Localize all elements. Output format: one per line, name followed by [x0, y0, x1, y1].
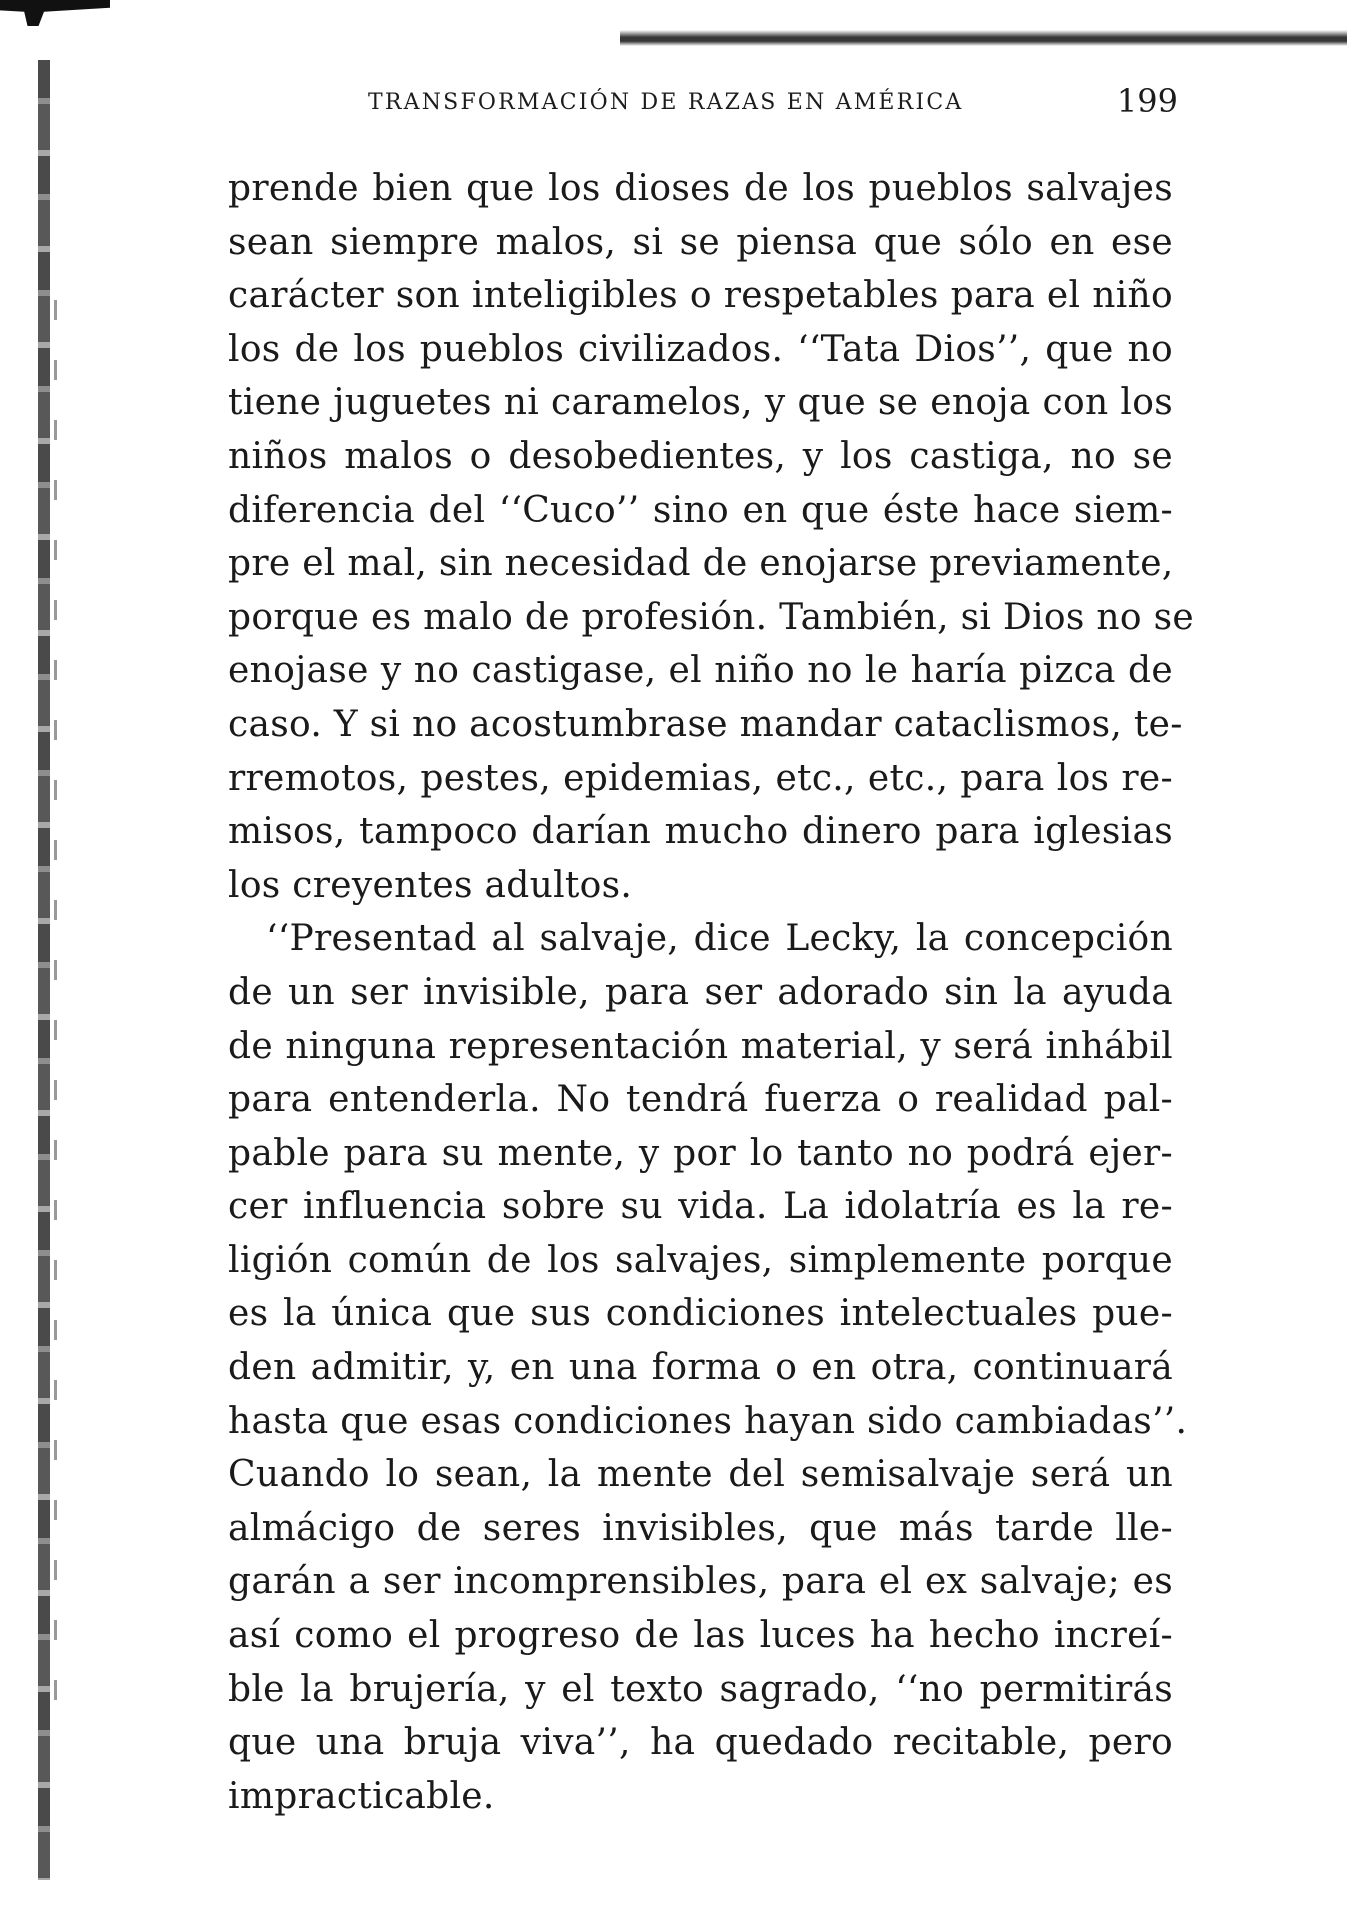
text-line: de un ser invisible, para ser adorado sin la ayuda — [228, 971, 1173, 1013]
text-line: tiene juguetes ni caramelos, y que se enoja con los — [228, 382, 1173, 424]
text-line: los de los pueblos civilizados. ‘‘Tata Dios’’, que no — [228, 328, 1173, 370]
page-header — [368, 78, 1178, 128]
text-line: cer influencia sobre su vida. La idolatría es la re- — [228, 1186, 1173, 1228]
text-line: ‘‘Presentad al salvaje, dice Lecky, la concepción — [266, 918, 1173, 960]
text-line: impracticable. — [228, 1775, 495, 1817]
text-line: Cuando lo sean, la mente del semisalvaje será un — [228, 1454, 1173, 1496]
scan-binding-shadow — [54, 300, 57, 1700]
text-line: ligión común de los salvajes, simplemente porque — [228, 1239, 1173, 1281]
text-line: para entenderla. No tendrá fuerza o realidad pal- — [228, 1079, 1173, 1121]
text-line: niños malos o desobedientes, y los castiga, no se — [228, 435, 1173, 477]
text-line: hasta que esas condiciones hayan sido cambiadas’’. — [228, 1400, 1188, 1442]
text-line: de ninguna representación material, y será inhábil — [228, 1025, 1173, 1067]
text-line: sean siempre malos, si se piensa que sólo en ese — [228, 221, 1173, 263]
scan-corner-mark — [0, 0, 110, 26]
text-line: así como el progreso de las luces ha hecho increí- — [228, 1615, 1173, 1657]
text-line: diferencia del ‘‘Cuco’’ sino en que éste hace siem- — [228, 489, 1173, 531]
paragraph-1 — [228, 162, 1194, 912]
text-line: enojase y no castigase, el niño no le haría pizca de — [228, 650, 1173, 692]
text-line: prende bien que los dioses de los pueblos salvajes — [228, 168, 1173, 209]
page-number: 199 — [1116, 82, 1178, 120]
text-line: pre el mal, sin necesidad de enojarse previamente, — [228, 543, 1174, 585]
text-line: caso. Y si no acostumbrase mandar cataclismos, te- — [228, 703, 1183, 745]
text-line: misos, tampoco darían mucho dinero para iglesias — [228, 811, 1173, 853]
text-line: rremotos, pestes, epidemias, etc., etc., para los re- — [228, 757, 1173, 799]
text-line: almácigo de seres invisibles, que más tarde lle- — [228, 1507, 1173, 1549]
text-line: den admitir, y, en una forma o en otra, continuará — [228, 1347, 1173, 1389]
running-title: TRANSFORMACIÓN DE RAZAS EN AMÉRICA — [368, 90, 964, 115]
text-line: carácter son inteligibles o respetables para el niño — [228, 275, 1173, 317]
body-text — [228, 162, 1194, 1823]
text-line: es la única que sus condiciones intelectuales pue- — [228, 1293, 1173, 1335]
text-line: porque es malo de profesión. También, si Dios no se — [228, 596, 1194, 638]
text-line: ble la brujería, y el texto sagrado, ‘‘no permitirás — [228, 1668, 1173, 1710]
text-line: garán a ser incomprensibles, para el ex salvaje; es — [228, 1561, 1173, 1603]
paragraph-2 — [228, 912, 1188, 1823]
text-line: que una bruja viva’’, ha quedado recitable, pero — [228, 1722, 1173, 1764]
scan-top-rule — [620, 30, 1347, 46]
scan-binding-edge — [38, 60, 50, 1880]
text-line: pable para su mente, y por lo tanto no podrá ejer- — [228, 1132, 1173, 1174]
text-line: los creyentes adultos. — [228, 864, 633, 906]
